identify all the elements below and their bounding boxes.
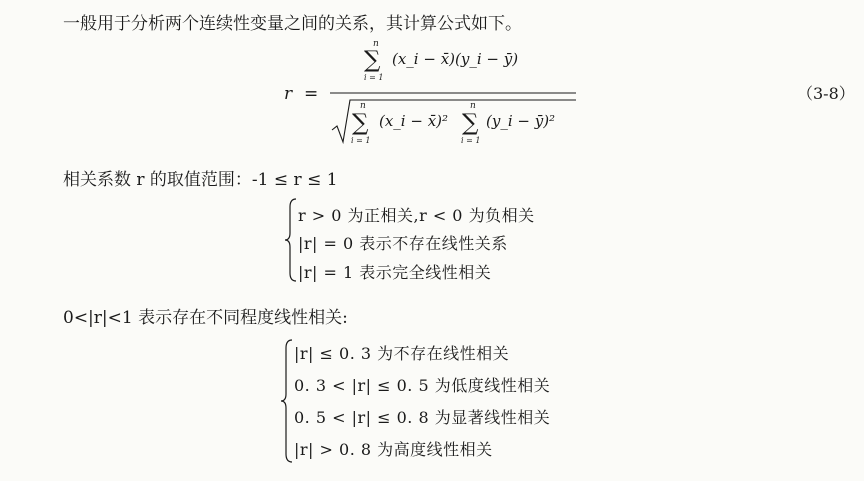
denominator-sub-right: i = 1 — [461, 136, 481, 145]
numerator-expr: (x_i − x̄)(y_i − ȳ) — [392, 50, 519, 68]
denominator-sup-left: n — [360, 101, 366, 111]
intro-paragraph: 一般用于分析两个连续性变量之间的关系，其计算公式如下。 — [63, 14, 522, 34]
denominator-sigma-left: ∑ — [352, 110, 369, 136]
numerator-sigma: ∑ — [364, 47, 381, 73]
denominator-sup-right: n — [470, 101, 476, 111]
case2-line-1: |r| ≤ 0. 3 为不存在线性相关 — [294, 344, 510, 363]
case1-line-1: r > 0 为正相关,r < 0 为负相关 — [298, 206, 535, 225]
denominator-right-expr: (y_i − ȳ)² — [486, 112, 556, 130]
middle-line: 0<|r|<1 表示存在不同程度线性相关: — [63, 308, 348, 328]
cases-brace-2 — [280, 338, 294, 464]
case1-line-2: |r| = 0 表示不存在线性关系 — [298, 234, 508, 253]
case1-line-3: |r| = 1 表示完全线性相关 — [298, 263, 492, 282]
case2-line-3: 0. 5 < |r| ≤ 0. 8 为显著线性相关 — [294, 408, 551, 427]
case2-line-2: 0. 3 < |r| ≤ 0. 5 为低度线性相关 — [294, 376, 551, 395]
pearson-formula — [280, 34, 600, 150]
formula-equals: = — [304, 84, 319, 104]
range-line: 相关系数 r 的取值范围：-1 ≤ r ≤ 1 — [63, 170, 338, 190]
numerator-sup: n — [373, 39, 379, 49]
denominator-sigma-right: ∑ — [462, 110, 479, 136]
numerator-sub: i = 1 — [364, 73, 384, 82]
cases-brace-1 — [284, 197, 298, 283]
case2-line-4: |r| > 0. 8 为高度线性相关 — [294, 440, 493, 459]
denominator-left-expr: (x_i − x̄)² — [379, 112, 449, 130]
denominator-sub-left: i = 1 — [351, 136, 371, 145]
equation-number: （3-8） — [797, 84, 855, 103]
formula-lhs: r — [284, 84, 293, 104]
